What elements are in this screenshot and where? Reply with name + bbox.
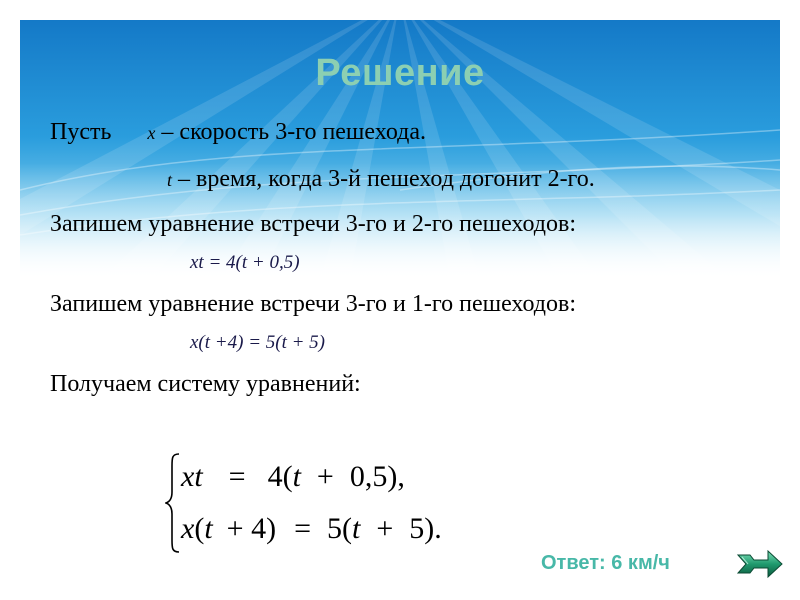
- system-row-1-plus: +: [316, 460, 334, 493]
- system-row-1-coef: 4(: [267, 460, 293, 493]
- answer-text: Ответ: 6 км/ч: [541, 552, 670, 574]
- system-row-2-rhs: 5).: [409, 512, 442, 545]
- system-row-1-t: t: [292, 460, 301, 493]
- system-row-1: [181, 460, 405, 494]
- equation-2: x(t +4) = 5(t + 5): [190, 332, 326, 353]
- system-row-2-t2: t: [352, 512, 361, 545]
- system-row-1-rhs: 0,5),: [349, 460, 405, 493]
- text-line-1-text: – скорость 3-го пешехода.: [155, 119, 427, 145]
- equation-1: xt = 4(t + 0,5): [190, 252, 300, 273]
- system-row-1-lhs: xt: [181, 460, 203, 493]
- text-line-4: Запишем уравнение встречи 3-го и 1-го пешеходов:: [50, 291, 577, 317]
- text-line-2-text: – время, когда 3-й пешеход догонит 2-го.: [172, 166, 595, 192]
- system-row-2: [181, 512, 442, 546]
- slide-title: Решение: [315, 52, 485, 94]
- text-line-3: Запишем уравнение встречи 3-го и 2-го пешеходов:: [50, 211, 577, 237]
- system-row-2-x: x: [181, 512, 195, 545]
- text-line-1: [50, 119, 426, 146]
- var-t: t: [167, 170, 173, 190]
- system-row-2-lhs-rest: + 4): [226, 512, 277, 545]
- text-line-2: [167, 166, 595, 193]
- var-x: x: [147, 123, 156, 143]
- system-row-1-equals: =: [228, 460, 246, 493]
- next-slide-button[interactable]: [736, 547, 784, 581]
- text-line-1-prefix: Пусть: [50, 119, 112, 145]
- text-line-5: Получаем систему уравнений:: [50, 371, 361, 397]
- system-row-2-paren: (: [194, 512, 205, 545]
- arrow-right-icon: [736, 547, 784, 581]
- system-row-2-plus: +: [376, 512, 394, 545]
- system-row-2-equals: =: [294, 512, 312, 545]
- system-row-2-coef: 5(: [327, 512, 353, 545]
- left-brace-icon: [165, 452, 181, 554]
- system-row-2-t: t: [204, 512, 213, 545]
